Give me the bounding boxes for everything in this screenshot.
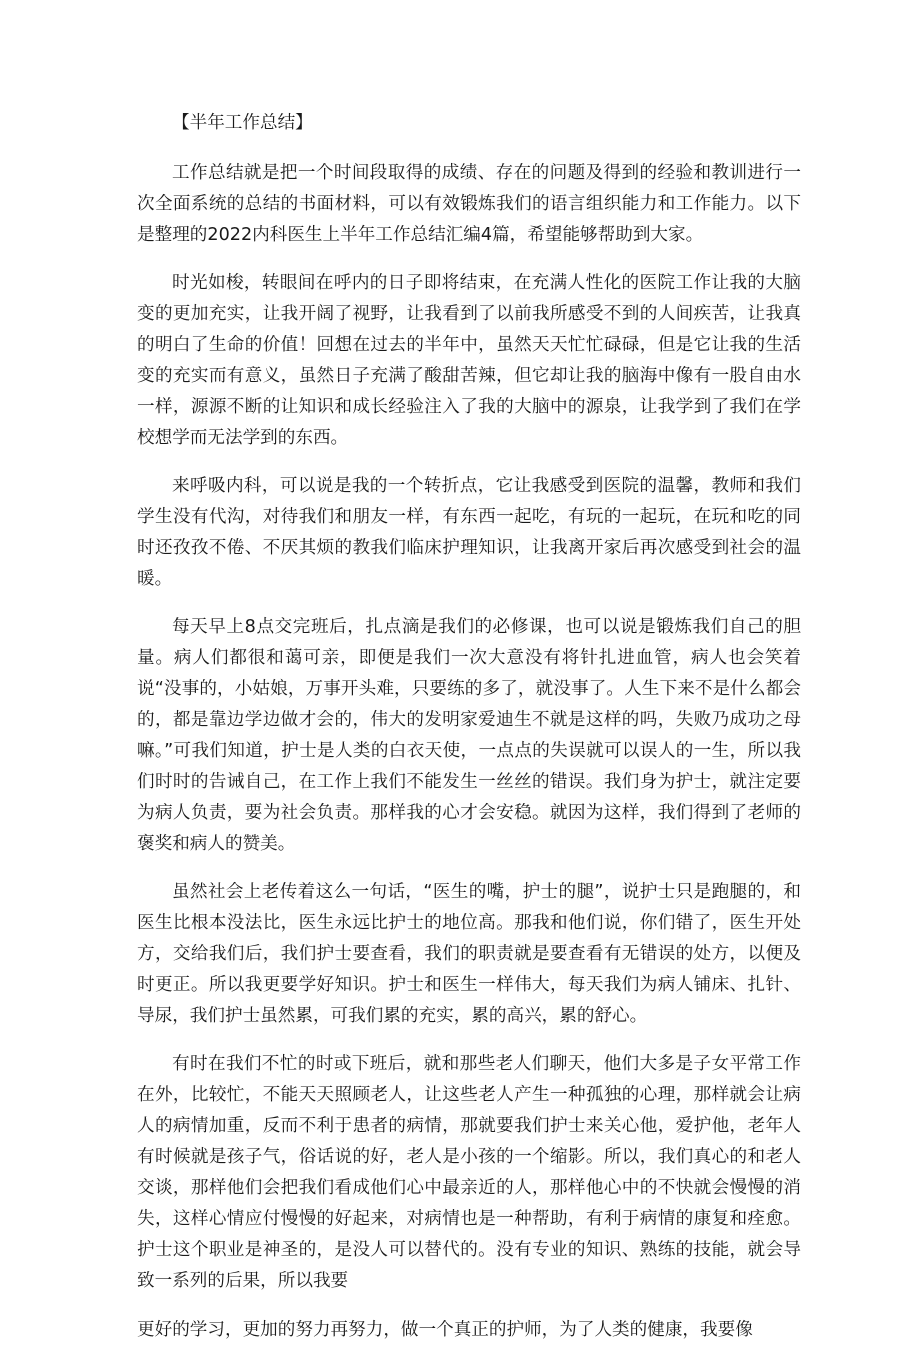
document-page xyxy=(137,108,801,1363)
document-heading: 【半年工作总结】 xyxy=(172,113,313,133)
paragraph-4: 虽然社会上老传着这么一句话，“医生的嘴，护士的腿”，说护士只是跑腿的，和医生比根本没法比，医生永远比护士的地位高。那我和他们说，你们错了，医生开处方，交给我们后，我们护士要查看，我们的职责就是要查看有无错误的处方，以便及时更正。所以我更要学好知识。护士和医生一样伟大，每天我们为病人铺床、扎针、导尿，我们护士虽然累，可我们累的充实，累的高兴，累的舒心。 xyxy=(137,882,801,1026)
paragraph-3: 每天早上8点交完班后，扎点滴是我们的必修课，也可以说是锻炼我们自己的胆量。病人们都很和蔼可亲，即便是我们一次大意没有将针扎进血管，病人也会笑着说“没事的，小姑娘，万事开头难，只要练的多了，就没事了。人生下来不是什么都会的，都是靠边学边做才会的，伟大的发明家爱迪生不就是这样的吗，失败乃成功之母嘛。”可我们知道，护士是人类的白衣天使，一点点的失误就可以误人的一生，所以我们时时的告诫自己，在工作上我们不能发生一丝丝的错误。我们身为护士，就注定要为病人负责，要为社会负责。那样我的心才会安稳。就因为这样，我们得到了老师的褒奖和病人的赞美。 xyxy=(137,617,801,854)
paragraph-continuation: 更好的学习，更加的努力再努力，做一个真正的护师，为了人类的健康，我要像 xyxy=(137,1320,753,1340)
paragraph-2: 来呼吸内科，可以说是我的一个转折点，它让我感受到医院的温馨，教师和我们学生没有代沟，对待我们和朋友一样，有东西一起吃，有玩的一起玩，在玩和吃的同时还孜孜不倦、不厌其烦的教我们临床护理知识，让我离开家后再次感受到社会的温暖。 xyxy=(137,476,801,589)
paragraph-5: 有时在我们不忙的时或下班后，就和那些老人们聊天，他们大多是子女平常工作在外，比较忙，不能天天照顾老人，让这些老人产生一种孤独的心理，那样就会让病人的病情加重，反而不利于患者的病情，那就要我们护士来关心他，爱护他，老年人有时候就是孩子气，俗话说的好，老人是小孩的一个缩影。所以，我们真心的和老人交谈，那样他们会把我们看成他们心中最亲近的人，那样他心中的不快就会慢慢的消失，这样心情应付慢慢的好起来，对病情也是一种帮助，有利于病情的康复和痊愈。护士这个职业是神圣的，是没人可以替代的。没有专业的知识、熟练的技能，就会导致一系列的后果，所以我要 xyxy=(137,1054,801,1291)
paragraph-intro: 工作总结就是把一个时间段取得的成绩、存在的问题及得到的经验和教训进行一次全面系统的总结的书面材料，可以有效锻炼我们的语言组织能力和工作能力。以下是整理的2022内科医生上半年工作总结汇编4篇，希望能够帮助到大家。 xyxy=(137,163,801,245)
paragraph-1: 时光如梭，转眼间在呼内的日子即将结束，在充满人性化的医院工作让我的大脑变的更加充实，让我开阔了视野，让我看到了以前我所感受不到的人间疾苦，让我真的明白了生命的价值！回想在过去的半年中，虽然天天忙忙碌碌，但是它让我的生活变的充实而有意义，虽然日子充满了酸甜苦辣，但它却让我的脑海中像有一股自由水一样，源源不断的让知识和成长经验注入了我的大脑中的源泉，让我学到了我们在学校想学而无法学到的东西。 xyxy=(137,273,801,448)
